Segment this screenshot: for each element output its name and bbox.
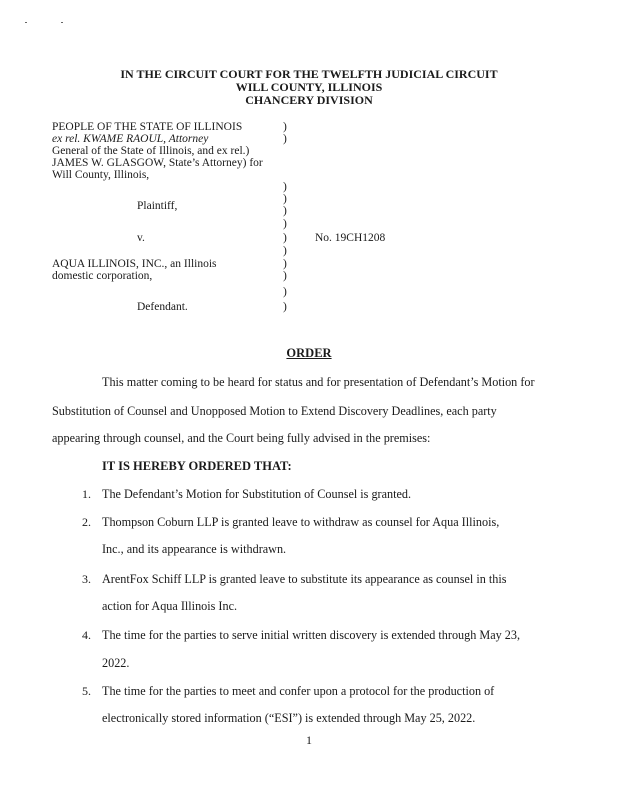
- caption-paren: ): [283, 286, 287, 298]
- item-2-line-2: Inc., and its appearance is withdrawn.: [102, 542, 287, 556]
- item-5-line-2: electronically stored information (“ESI”) is extended through May 25, 2022.: [102, 711, 476, 725]
- item-4-line-1: The time for the parties to serve initial written discovery is extended through May 23,: [102, 628, 520, 642]
- caption-paren: ): [283, 301, 287, 313]
- item-2-line-1: Thompson Coburn LLP is granted leave to withdraw as counsel for Aqua Illinois,: [102, 515, 500, 529]
- intro-line-1: This matter coming to be heard for status and for presentation of Defendant’s Motion for: [102, 375, 535, 389]
- item-3-line-2: action for Aqua Illinois Inc.: [102, 599, 238, 613]
- intro-line-3: appearing through counsel, and the Court being fully advised in the premises:: [52, 431, 431, 445]
- plaintiff-line-2: [52, 133, 208, 145]
- caption-paren: ): [283, 218, 287, 230]
- item-4-line-2: 2022.: [102, 656, 130, 670]
- item-3-line-1: ArentFox Schiff LLP is granted leave to substitute its appearance as counsel in this: [102, 572, 507, 586]
- plaintiff-line-3: General of the State of Illinois, and ex rel.): [52, 145, 250, 157]
- plaintiff-line-2-text: ex rel. KWAME RAOUL, Attorney: [52, 133, 209, 145]
- caption-paren: ): [283, 245, 287, 257]
- item-2-number: 2.: [82, 515, 91, 529]
- versus-label: v.: [137, 232, 145, 244]
- scan-speck: [61, 22, 63, 23]
- item-5-number: 5.: [82, 684, 91, 698]
- caption-paren: ): [283, 258, 287, 270]
- page-number: 1: [306, 733, 312, 747]
- order-title: ORDER: [286, 346, 332, 360]
- court-header-line-3: CHANCERY DIVISION: [245, 93, 373, 107]
- plaintiff-line-5: Will County, Illinois,: [52, 169, 150, 181]
- defendant-label: Defendant.: [137, 301, 188, 313]
- ordered-heading: IT IS HEREBY ORDERED THAT:: [102, 459, 292, 473]
- scan-speck: [25, 22, 27, 23]
- caption-paren: ): [283, 193, 287, 205]
- item-4-number: 4.: [82, 628, 91, 642]
- caption-paren: ): [283, 133, 287, 145]
- court-header-line-1: IN THE CIRCUIT COURT FOR THE TWELFTH JUDICIAL CIRCUIT: [120, 67, 498, 81]
- intro-line-2: Substitution of Counsel and Unopposed Motion to Extend Discovery Deadlines, each party: [52, 404, 497, 418]
- caption-paren: ): [283, 270, 287, 282]
- item-3-number: 3.: [82, 572, 91, 586]
- item-5-line-1: The time for the parties to meet and confer upon a protocol for the production of: [102, 684, 495, 698]
- item-1-line-1: The Defendant’s Motion for Substitution of Counsel is granted.: [102, 487, 412, 501]
- plaintiff-label: Plaintiff,: [137, 200, 178, 212]
- caption-paren: ): [283, 181, 287, 193]
- defendant-line-2: domestic corporation,: [52, 270, 153, 282]
- defendant-line-1: AQUA ILLINOIS, INC., an Illinois: [52, 258, 217, 270]
- caption-paren: ): [283, 232, 287, 244]
- plaintiff-line-4: JAMES W. GLASGOW, State’s Attorney) for: [52, 157, 263, 169]
- court-header-line-2: WILL COUNTY, ILLINOIS: [235, 80, 383, 94]
- item-1-number: 1.: [82, 487, 91, 501]
- plaintiff-line-1: PEOPLE OF THE STATE OF ILLINOIS: [52, 121, 243, 133]
- caption-paren: ): [283, 121, 287, 133]
- case-number: No. 19CH1208: [315, 232, 386, 244]
- caption-paren: ): [283, 205, 287, 217]
